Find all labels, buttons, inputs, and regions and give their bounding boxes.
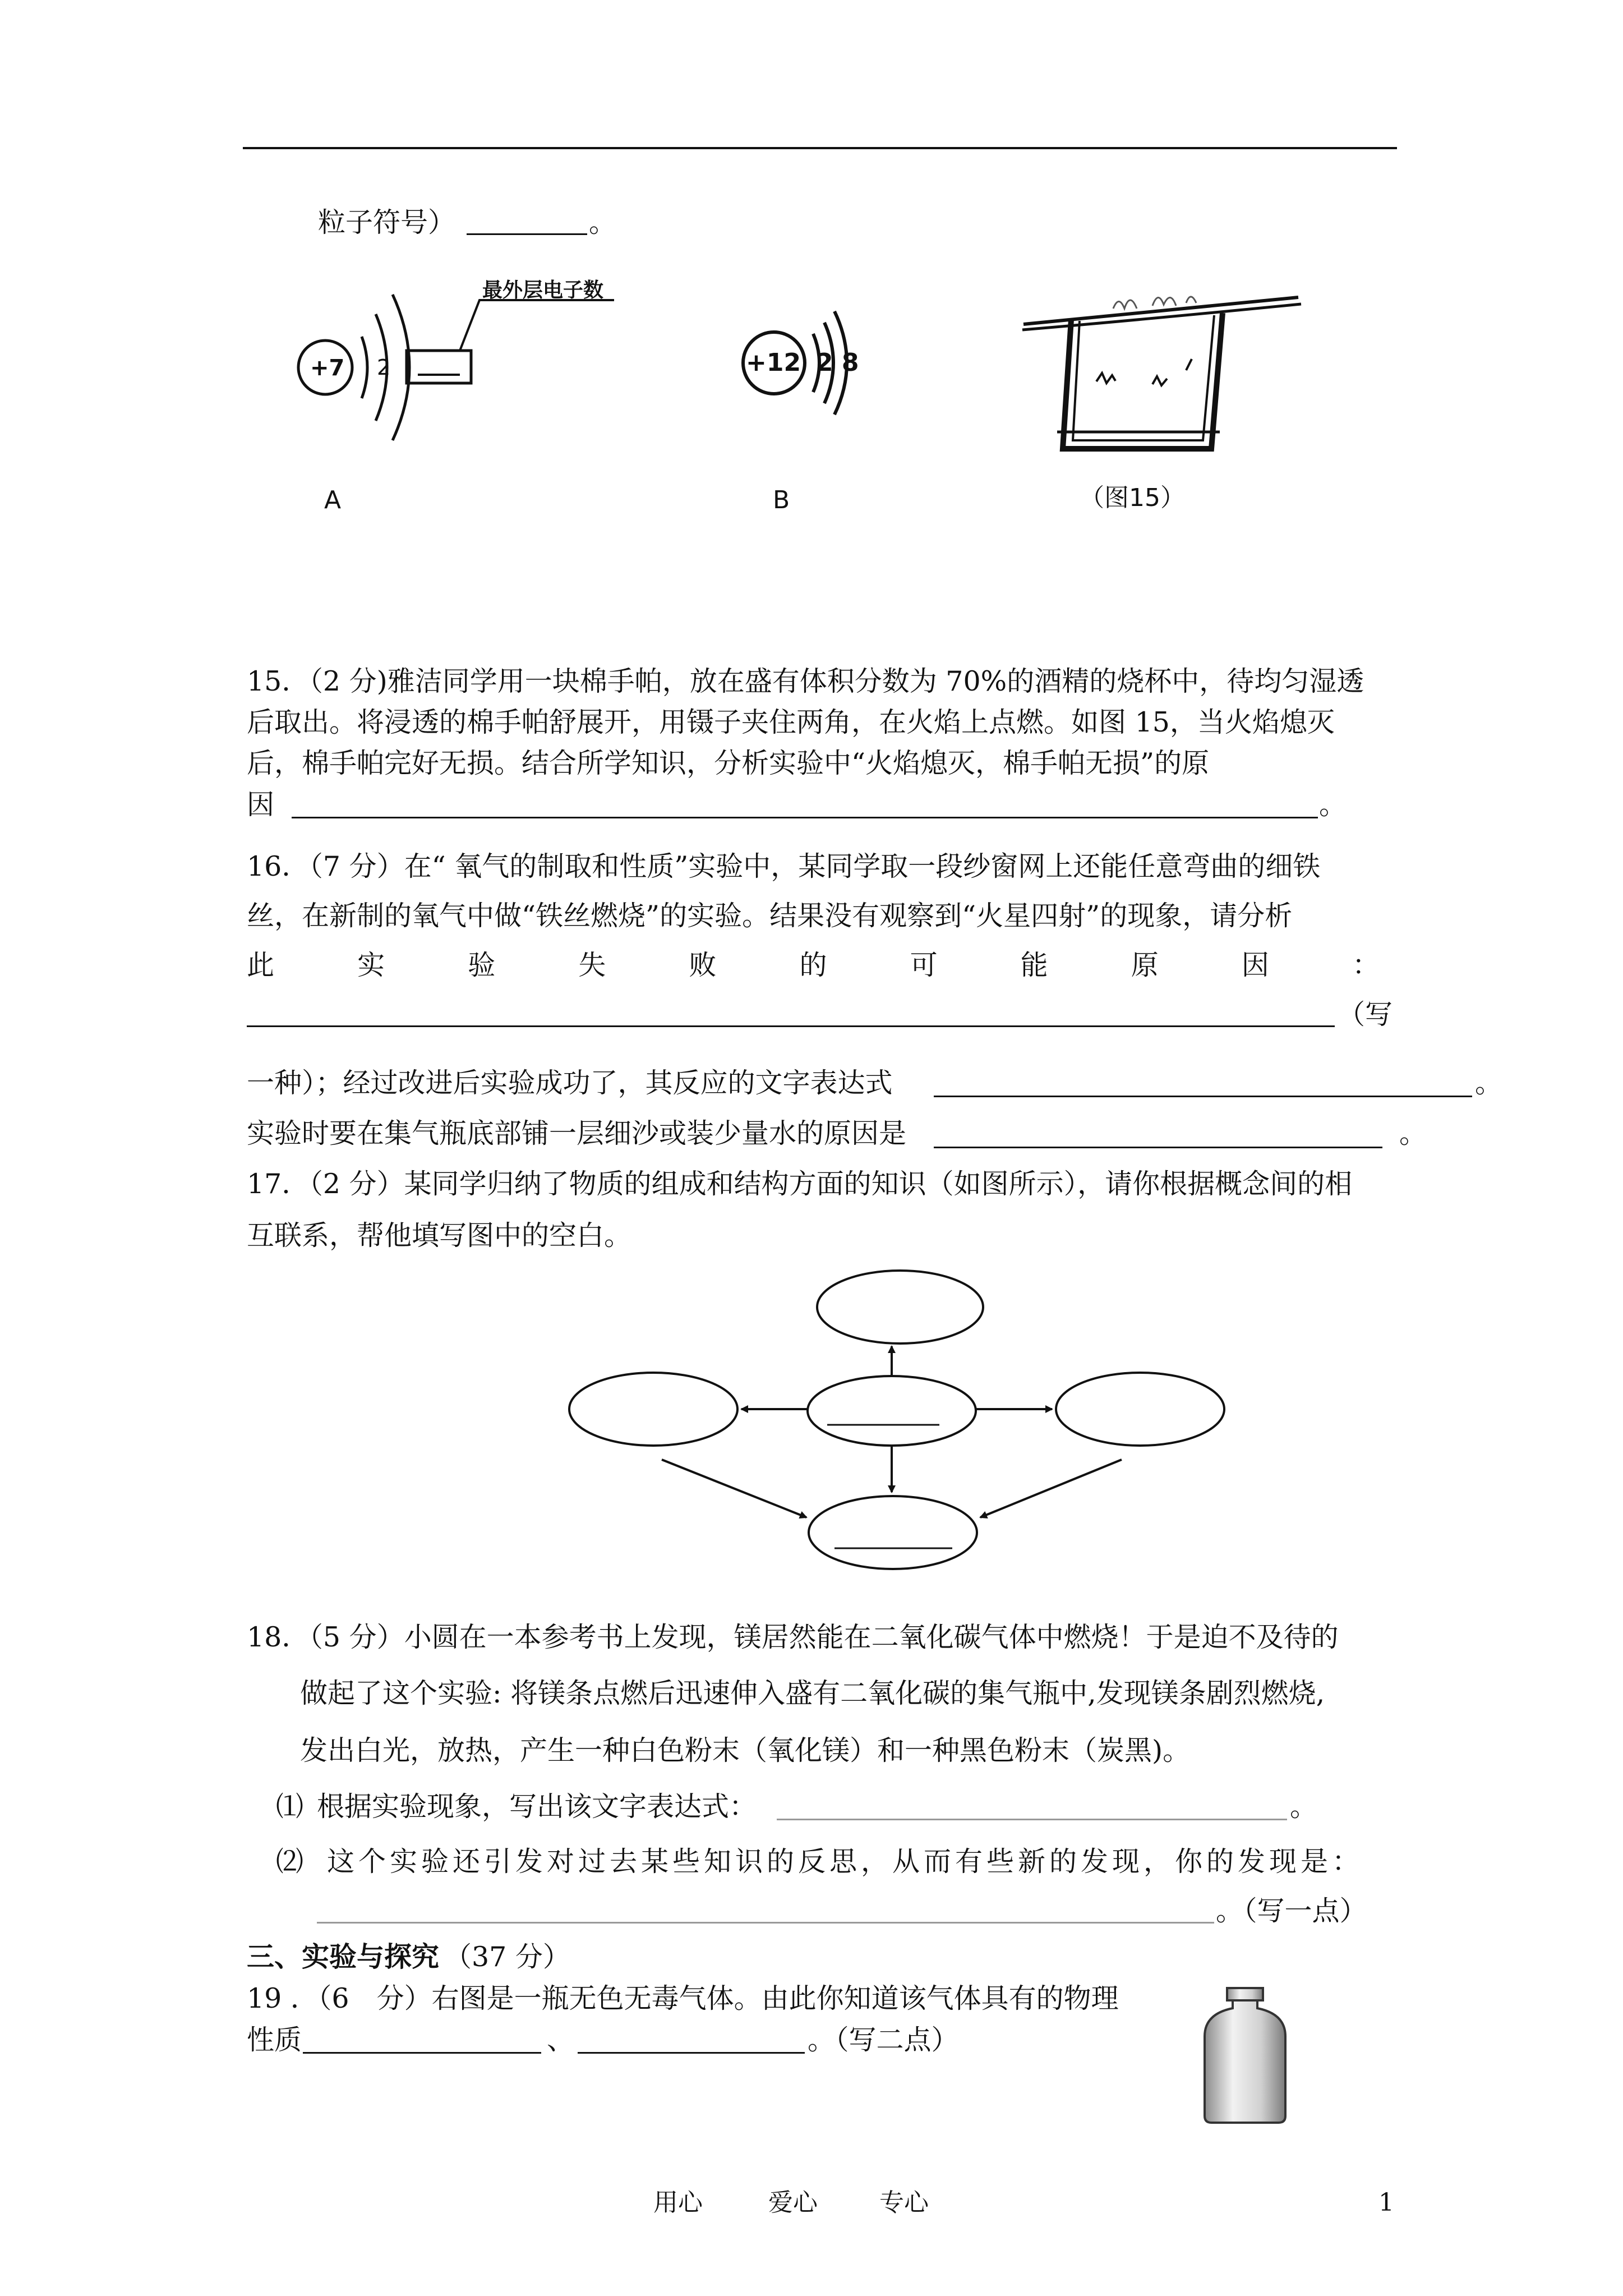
gas-bottle-icon — [1200, 1986, 1290, 2126]
q19-line2-start: 性质 — [247, 2024, 302, 2056]
q15-line3: 后，棉手帕完好无损。结合所学知识，分析实验中“火焰熄灭，棉手帕无损”的原 — [247, 747, 1210, 779]
header-rule — [243, 147, 1397, 149]
q19-line2-end: 。（写二点） — [808, 2024, 959, 2056]
q18-line1: 18．（5 分）小圆在一本参考书上发现，镁居然能在二氧化碳气体中燃烧！于是迫不及待的 — [247, 1621, 1339, 1653]
q18-line3: 发出白光，放热，产生一种白色粉末（氧化镁）和一种黑色粉末（炭黑)。 — [300, 1734, 1191, 1766]
q17-line1: 17．（2 分）某同学归纳了物质的组成和结构方面的知识（如图所示），请你根据概念间的相 — [247, 1168, 1353, 1200]
q16-line3: 此 实 验 失 败 的 可 能 原 因 ： — [247, 949, 1380, 981]
atom-a-callout: 最外层电子数 — [482, 279, 604, 302]
q17-line2: 互联系，帮他填写图中的空白。 — [247, 1220, 632, 1251]
q18-line2: 做起了这个实验: 将镁条点燃后迅速伸入盛有二氧化碳的集气瓶中,发现镁条剧烈燃烧, — [300, 1677, 1325, 1709]
q15-line2: 后取出。将浸透的棉手帕舒展开，用镊子夹住两角，在火焰上点燃。如图 15，当火焰熄灭 — [247, 706, 1335, 738]
q18-sub2-text: 这个实验还引发对过去某些知识的反思，从而有些新的发现，你的发现是： — [327, 1846, 1364, 1878]
q16-line4-end: （写 — [1338, 999, 1393, 1030]
footer-motto-2: 爱心 — [768, 2188, 818, 2217]
q16-line1: 16．（7 分）在“ 氧气的制取和性质”实验中，某同学取一段纱窗网上还能任意弯曲的细铁 — [247, 850, 1321, 882]
q19-line1: 19 ．（6 分）右图是一瓶无色无毒气体。由此你知道该气体具有的物理 — [247, 1982, 1119, 2014]
q19-property2-blank[interactable] — [578, 2025, 805, 2054]
concept-node-top — [817, 1271, 983, 1343]
q18-sub1-blank[interactable] — [777, 1792, 1287, 1820]
q18-sub2-num: ⑵ — [276, 1846, 304, 1878]
q16-sand-water-blank[interactable] — [934, 1120, 1382, 1148]
q15-line4-end: 。 — [1319, 789, 1347, 821]
q16-line6-end: 。 — [1399, 1117, 1427, 1149]
concept-node-right — [1056, 1373, 1224, 1446]
q18-sub2-end: 。（写一点） — [1216, 1895, 1367, 1927]
q15-answer-blank[interactable] — [292, 790, 1318, 818]
atom-b-label: B — [773, 486, 790, 514]
atom-a-shell1-count: 2 — [377, 355, 391, 380]
q19-line2-mid: 、 — [547, 2024, 575, 2056]
q18-sub1-text: 根据实验现象，写出该文字表达式： — [317, 1791, 757, 1823]
fig15-label: （图15） — [1080, 484, 1185, 512]
q16-line2: 丝，在新制的氧气中做“铁丝燃烧”的实验。结果没有观察到“火星四射”的现象，请分析 — [247, 900, 1293, 932]
concept-node-left — [569, 1373, 737, 1446]
q14-tail-text: 粒子符号） — [318, 206, 456, 238]
q16-line5-end: 。 — [1475, 1067, 1503, 1099]
q18-sub1-end: 。 — [1290, 1791, 1318, 1823]
q16-line5-start: 一种）；经过改进后实验成功了，其反应的文字表达式 — [247, 1067, 893, 1099]
q14-answer-blank[interactable] — [467, 206, 587, 235]
q19-property1-blank[interactable] — [303, 2025, 541, 2054]
section3-title: 三、实验与探究 — [247, 1940, 440, 1973]
q15-line1: 15．（2 分)雅洁同学用一块棉手帕，放在盛有体积分数为 70%的酒精的烧杯中，待均匀湿透 — [247, 665, 1364, 697]
page-number: 1 — [1378, 2188, 1394, 2217]
q18-sub1-num: ⑴ — [276, 1791, 304, 1823]
concept-node-bottom — [809, 1496, 977, 1569]
q16-line6-start: 实验时要在集气瓶底部铺一层细沙或装少量水的原因是 — [247, 1117, 907, 1149]
atom-b-shells: 2 8 — [816, 348, 859, 377]
q16-equation-blank[interactable] — [934, 1069, 1472, 1097]
q15-line4-start: 因 — [247, 789, 275, 821]
footer-motto-3: 专心 — [879, 2188, 929, 2217]
concept-map — [561, 1262, 1256, 1599]
concept-node-center — [808, 1376, 976, 1446]
handkerchief-figure — [1018, 280, 1310, 482]
footer-motto-1: 用心 — [653, 2188, 703, 2217]
q18-sub2-blank[interactable] — [317, 1895, 1214, 1924]
atom-a-label: A — [324, 486, 342, 514]
q16-reason-blank[interactable] — [247, 999, 1335, 1027]
section3-score: （37 分） — [444, 1941, 570, 1973]
q14-tail-end: 。 — [589, 206, 617, 238]
atom-b-nucleus: +12 — [746, 348, 801, 377]
atom-a-nucleus: +7 — [310, 355, 345, 381]
